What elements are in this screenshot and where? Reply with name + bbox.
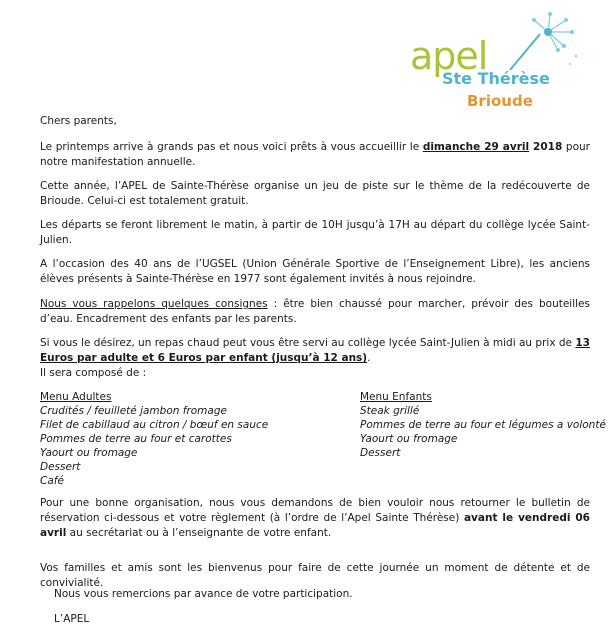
meal-text: Si vous le désirez, un repas chaud peut vous être servi au collège lycée Saint-Julien à midi au prix de — [40, 337, 576, 349]
signature: L’APEL — [54, 613, 90, 625]
logo-city-name: Brioude — [467, 92, 533, 110]
logo-apel-word: apel — [410, 34, 488, 78]
dandelion-icon — [500, 12, 580, 74]
event-date: dimanche 29 avril — [422, 141, 530, 153]
menu-children-item: Yaourt ou fromage — [360, 433, 458, 445]
menu-children-item: Dessert — [360, 447, 401, 459]
menu-adults-item: Café — [40, 475, 64, 487]
paragraph-date-before: Le printemps arrive à grands pas et nous voici prêts à vous accueillir le — [40, 141, 423, 153]
paragraph-reservation — [40, 496, 590, 541]
menu-intro: Il sera composé de : — [40, 367, 147, 379]
paragraph-meal — [40, 336, 590, 366]
paragraph-date — [40, 140, 590, 170]
menu-children — [360, 390, 606, 460]
menu-adults-title: Menu Adultes — [40, 391, 112, 403]
event-year: 2018 — [529, 141, 563, 153]
reservation-after: au secrétariat ou à l’enseignante de votre enfant. — [66, 527, 332, 539]
paragraph-date-after: pour notre manifestation annuelle. — [40, 141, 590, 168]
logo-school-name: Ste Thérèse — [442, 69, 550, 88]
menu-adults-item: Filet de cabillaud au citron / bœuf en sauce — [40, 419, 269, 431]
paragraph-ugsel: A l’occasion des 40 ans de l’UGSEL (Union Générale Sportive de l’Enseignement Libre), les anciens élèves présents à Sainte-Thérèse en 1977 sont également invités à nous rejoindre. — [40, 258, 590, 285]
menu-children-title: Menu Enfants — [360, 391, 432, 403]
paragraph-game: Cette année, l’APEL de Sainte-Thérèse organise un jeu de piste sur le thème de la redécouverte de Brioude. Celui-ci est totalement gratuit. — [40, 180, 590, 207]
salutation: Chers parents, — [40, 115, 117, 127]
rules-title: Nous vous rappelons quelques consignes — [40, 298, 268, 310]
rules-text: : être bien chaussé pour marcher, prévoir des bouteilles d’eau. Encadrement des enfants par les parents. — [40, 298, 590, 325]
apel-logo — [410, 12, 580, 112]
menu-adults — [40, 390, 268, 488]
meal-end: . — [367, 352, 371, 364]
paragraph-departures: Les départs se feront librement le matin, à partir de 10H jusqu’à 17H au départ du collège lycée Saint-Julien. — [40, 219, 590, 246]
paragraph-thanks: Nous vous remercions par avance de votre participation. — [54, 588, 353, 600]
reservation-deadline: avant le vendredi 06 avril — [40, 512, 590, 539]
paragraph-families: Vos familles et amis sont les bienvenus pour faire de cette journée un moment de détente et de convivialité. — [40, 562, 590, 589]
menu-adults-item: Yaourt ou fromage — [40, 447, 138, 459]
menu-children-item: Pommes de terre au four et légumes a volonté — [360, 419, 606, 431]
menu-adults-item: Dessert — [40, 461, 81, 473]
menu-adults-item: Pommes de terre au four et carottes — [40, 433, 232, 445]
meal-price: 13 Euros par adulte et 6 Euros par enfant (jusqu’à 12 ans) — [40, 337, 590, 364]
menu-adults-item: Crudités / feuilleté jambon fromage — [40, 405, 227, 417]
reservation-before: Pour une bonne organisation, nous vous demandons de bien vouloir nous retourner le bulletin de réservation ci-dessous et votre règlement (à l’ordre de l’Apel Sainte Thérèse) — [40, 497, 590, 524]
menu-children-item: Steak grillé — [360, 405, 420, 417]
paragraph-rules — [40, 297, 590, 327]
